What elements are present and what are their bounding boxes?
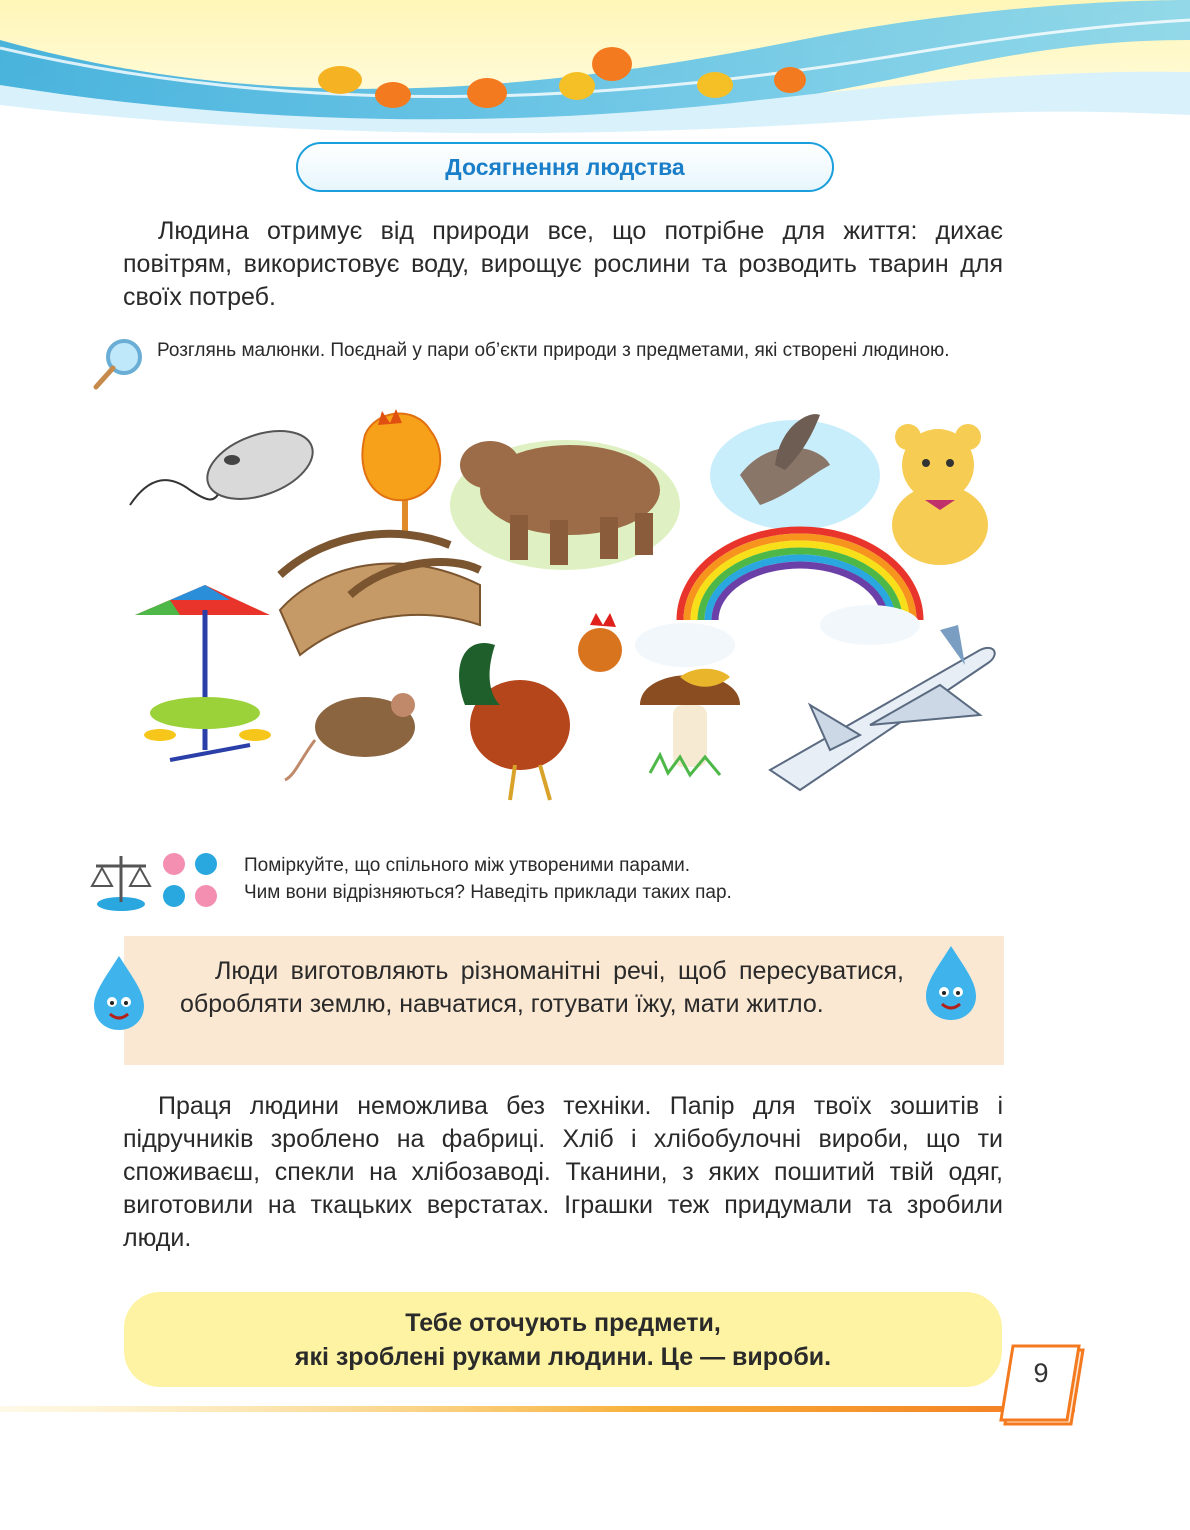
bear-picture — [450, 440, 680, 570]
scales-icon — [88, 848, 154, 914]
page-number: 9 — [1033, 1358, 1049, 1388]
computer-mouse-picture — [130, 418, 322, 512]
magnifier-icon — [90, 335, 148, 393]
intro-text: Людина отримує від природи все, що потрібне для життя: дихає повітрям, використовує воду, вирощує рослини та розводить тварин для своїх потреб. — [123, 217, 1003, 311]
mouse-animal-picture — [285, 693, 415, 780]
intro-paragraph — [123, 215, 1003, 314]
umbrella-table-picture — [135, 585, 271, 760]
rainbow-picture — [635, 530, 920, 667]
top-banner — [0, 0, 1190, 140]
conclusion-line: Тебе оточують предмети, — [405, 1308, 721, 1337]
bird-picture — [710, 414, 880, 530]
airplane-picture — [770, 625, 995, 790]
mushroom-picture — [640, 669, 740, 775]
rooster-lollipop-picture — [362, 409, 440, 535]
labor-paragraph — [123, 1090, 1003, 1255]
section-title: Досягнення людства — [296, 142, 834, 192]
conclusion-line: які зроблені руками людини. Це — вироби. — [294, 1342, 832, 1371]
water-drop-mascot-icon — [920, 940, 982, 1022]
pictures-collage — [120, 405, 1020, 815]
water-drop-mascot-icon — [88, 950, 150, 1032]
labor-text: Праця людини неможлива без техніки. Папір для твоїх зошитів і підручників зроблено на фабриці. Хліб і хлібобулочні вироби, що ти споживаєш, спекли на хлібозаводі. Тканини, з яких пошитий твій одяг, виготовили на ткацьких верстатах. Іграшки теж придумали та зробили люди. — [123, 1092, 1003, 1252]
puzzle-icon — [160, 850, 224, 912]
note-text — [180, 955, 904, 1021]
think-text — [244, 852, 944, 906]
conclusion-box — [124, 1292, 1002, 1387]
think-line: Чим вони відрізняються? Наведіть приклади таких пар. — [244, 882, 732, 903]
think-line: Поміркуйте, що спільного між утвореними парами. — [244, 855, 691, 876]
teddy-bear-picture — [892, 424, 988, 565]
note-text-content: Люди виготовляють різноманітні речі, щоб пересуватися, обробляти землю, навчатися, готувати їжу, мати житло. — [180, 957, 904, 1018]
rooster-picture — [459, 613, 622, 800]
wooden-bridge-picture — [280, 534, 480, 655]
task-text: Розглянь малюнки. Поєднай у пари об’єкти природи з предметами, які створені людиною. — [157, 340, 950, 361]
